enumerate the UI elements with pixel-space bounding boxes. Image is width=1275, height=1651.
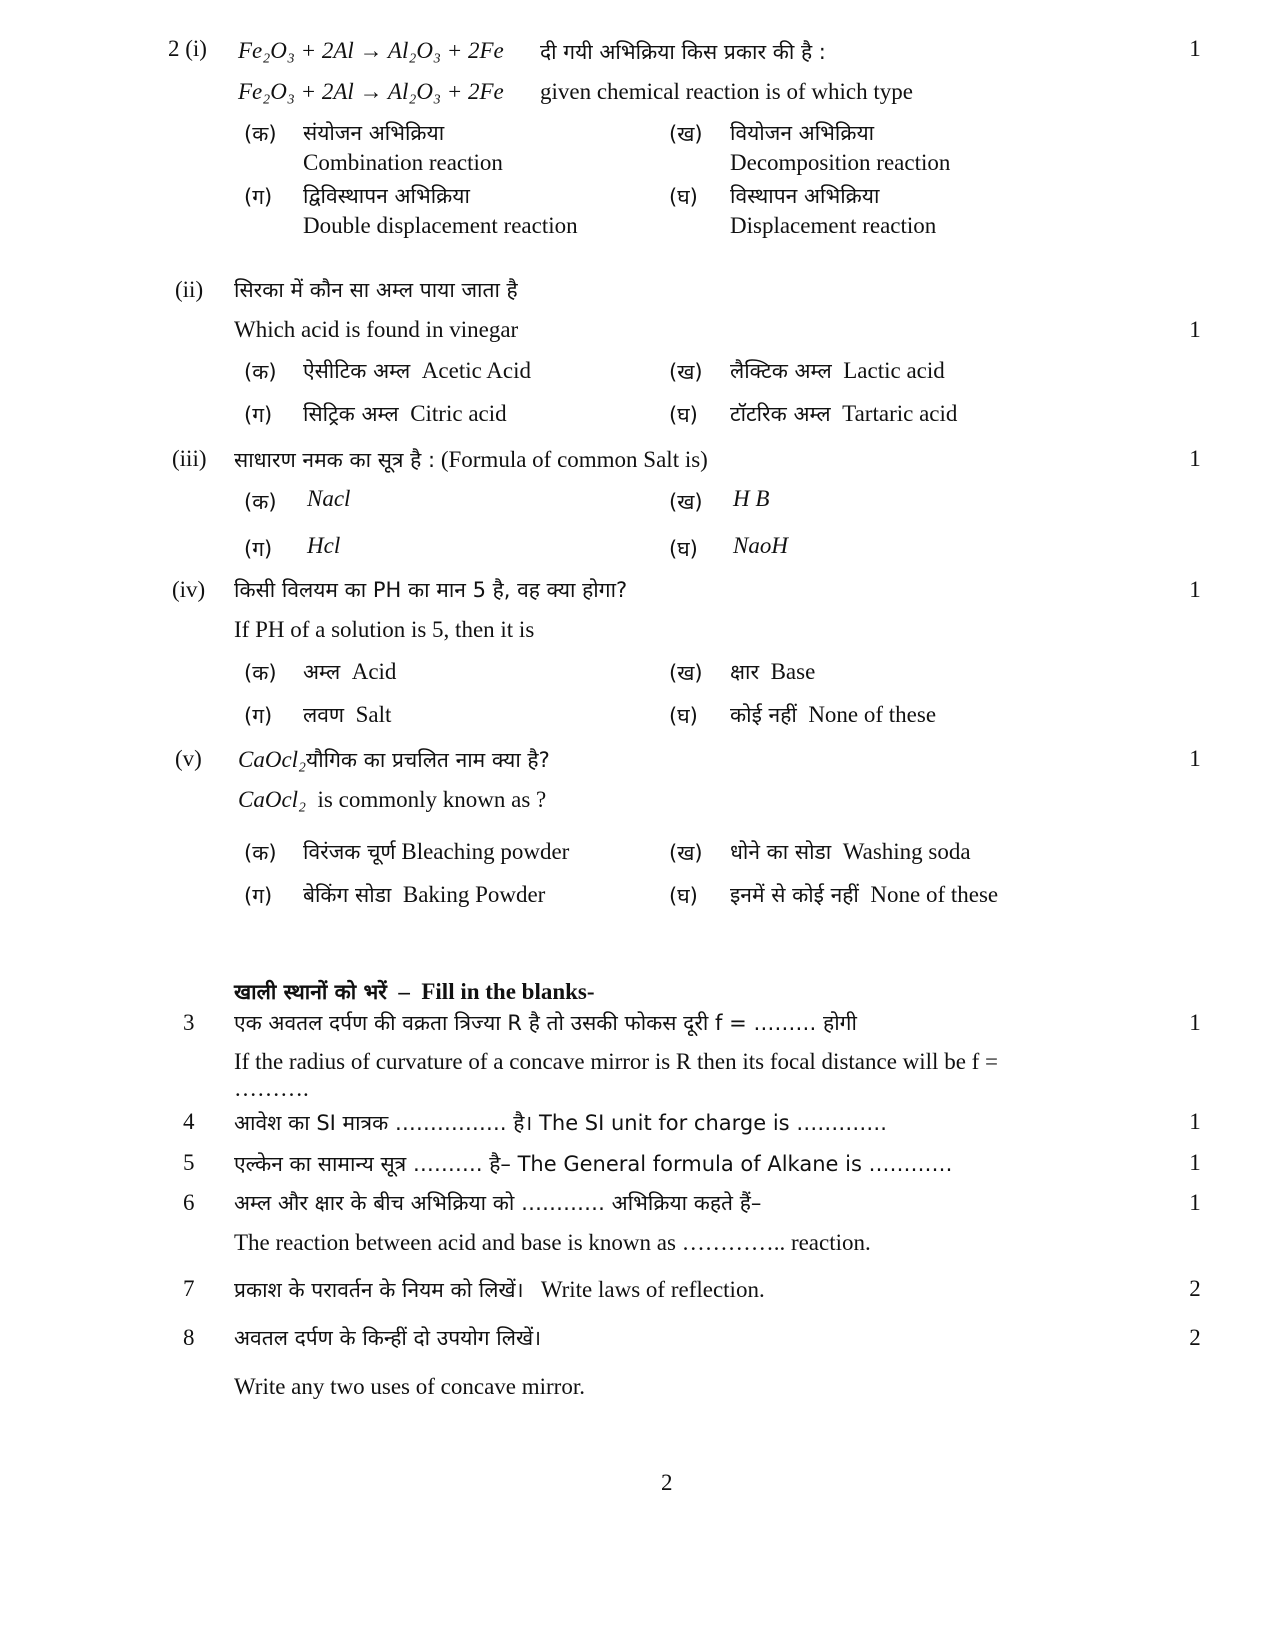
- option-hi: विरंजक चूर्ण: [303, 840, 396, 864]
- question-number: (ii): [175, 277, 204, 302]
- question-text-hi: किसी विलयम का PH का मान 5 है, वह क्या होगा?: [234, 578, 628, 602]
- question-text-hi: अम्ल और क्षार के बीच अभिक्रिया को ………… अभिक्रिया कहते हैं–: [234, 1191, 762, 1215]
- question-number: 7: [183, 1276, 195, 1301]
- option-en: Lactic acid: [843, 358, 945, 383]
- option-en: NaoH: [733, 533, 788, 558]
- marks: 1: [1189, 746, 1201, 771]
- question-text: एल्केन का सामान्य सूत्र ………. है– The General formula of Alkane is …………: [234, 1152, 953, 1176]
- option-hi: लैक्टिक अम्ल: [730, 359, 832, 383]
- option-hi: संयोजन अभिक्रिया: [303, 121, 445, 145]
- chemical-formula: CaOcl₂: [238, 787, 307, 812]
- equation-lhs: Fe₂O₃ + 2Al: [238, 38, 354, 63]
- option: [303, 658, 396, 686]
- question-number: 3: [183, 1010, 195, 1035]
- marks: 2: [1189, 1276, 1201, 1301]
- option: [303, 838, 569, 866]
- option-hi: द्विविस्थापन अभिक्रिया: [303, 184, 470, 208]
- option: [303, 400, 507, 428]
- option-key: (ख): [669, 122, 703, 146]
- option-key: (ख): [669, 360, 703, 384]
- option-key: (क): [244, 360, 277, 384]
- question-text: आवेश का SI मात्रक ……………. है। The SI unit for charge is ………….: [234, 1111, 887, 1135]
- arrow-icon: →: [359, 79, 383, 104]
- page-number: 2: [661, 1470, 673, 1495]
- option: [730, 658, 815, 686]
- marks: 1: [1189, 36, 1201, 61]
- option-en: Citric acid: [410, 401, 507, 426]
- option-hi: सिट्रिक अम्ल: [303, 402, 399, 426]
- option-en: Washing soda: [842, 839, 971, 864]
- question-text-hi: प्रकाश के परावर्तन के नियम को लिखें।: [234, 1278, 524, 1302]
- marks: 1: [1189, 1150, 1201, 1175]
- marks: 1: [1189, 1190, 1201, 1215]
- option-en: Salt: [355, 702, 392, 727]
- option-hi: विस्थापन अभिक्रिया: [730, 184, 880, 208]
- option-en: Hcl: [307, 533, 341, 558]
- option-en: Acetic Acid: [421, 358, 532, 383]
- equation-lhs: Fe₂O₃ + 2Al: [238, 79, 354, 104]
- option-key: (घ): [669, 884, 698, 908]
- option-key: (क): [244, 490, 277, 514]
- marks: 2: [1189, 1325, 1201, 1350]
- question-text-en: is commonly known as ?: [317, 787, 547, 812]
- question-number: (iv): [172, 577, 206, 602]
- question-text-en: Which acid is found in vinegar: [234, 317, 519, 342]
- question-number: 8: [183, 1325, 195, 1350]
- question-text-en: (Formula of common Salt is): [440, 447, 708, 472]
- option: [730, 881, 998, 909]
- option-en: Baking Powder: [402, 882, 546, 907]
- option-hi: इनमें से कोई नहीं: [730, 883, 859, 907]
- question-text: [234, 446, 708, 474]
- question-number: 6: [183, 1190, 195, 1215]
- option-en: Tartaric acid: [842, 401, 958, 426]
- option-key: (ग): [244, 537, 273, 561]
- marks: 1: [1189, 577, 1201, 602]
- option-hi: ऐसीटिक अम्ल: [303, 359, 411, 383]
- equation-rhs: Al₂O₃ + 2Fe: [387, 79, 504, 104]
- option-hi: धोने का सोडा: [730, 840, 832, 864]
- question-number: (iii): [172, 446, 207, 471]
- option-en: None of these: [870, 882, 999, 907]
- question-text-en: Write any two uses of concave mirror.: [234, 1374, 585, 1399]
- option-en: Decomposition reaction: [730, 150, 951, 175]
- question-text-en: If the radius of curvature of a concave mirror is R then its focal distance will be f =: [234, 1049, 999, 1074]
- option-en: None of these: [808, 702, 937, 727]
- marks: 1: [1189, 1109, 1201, 1134]
- question-text-hi: एक अवतल दर्पण की वक्रता त्रिज्या R है तो उसकी फोकस दूरी f = ……… होगी: [234, 1011, 857, 1035]
- option: [303, 881, 545, 909]
- question-text-en: If PH of a solution is 5, then it is: [234, 617, 535, 642]
- option-key: (घ): [669, 704, 698, 728]
- option-en: Nacl: [307, 486, 351, 511]
- option-hi: बेकिंग सोडा: [303, 883, 392, 907]
- question-text: [234, 1276, 765, 1304]
- option-en: Acid: [351, 659, 397, 684]
- option-hi: अम्ल: [303, 660, 341, 684]
- option: [730, 838, 971, 866]
- option: [730, 400, 957, 428]
- option-key: (ग): [244, 403, 273, 427]
- option-key: (ख): [669, 661, 703, 685]
- question-number: 4: [183, 1109, 195, 1134]
- marks: 1: [1189, 446, 1201, 471]
- option-hi: टॉटरिक अम्ल: [730, 402, 831, 426]
- option-hi: लवण: [303, 703, 345, 727]
- marks: 1: [1189, 1010, 1201, 1035]
- option-key: (ख): [669, 490, 703, 514]
- question-text-en: given chemical reaction is of which type: [540, 79, 913, 104]
- option: [303, 701, 391, 729]
- option-en: Double displacement reaction: [303, 213, 578, 238]
- question-text-en: Write laws of reflection.: [540, 1277, 765, 1302]
- option-key: (घ): [669, 403, 698, 427]
- option-en: Displacement reaction: [730, 213, 937, 238]
- option: [730, 357, 945, 385]
- equation-rhs: Al₂O₃ + 2Fe: [387, 38, 504, 63]
- option-en: Combination reaction: [303, 150, 503, 175]
- option-key: (ख): [669, 841, 703, 865]
- section-heading-en: Fill in the blanks-: [421, 979, 595, 1004]
- option-key: (घ): [669, 185, 698, 209]
- option-hi: वियोजन अभिक्रिया: [730, 121, 875, 145]
- option-key: (क): [244, 661, 277, 685]
- marks: 1: [1189, 317, 1201, 342]
- chemical-formula: CaOcl₂: [238, 747, 307, 772]
- blank-continuation: ……….: [234, 1076, 309, 1101]
- question-number-2: 2 (i): [168, 36, 207, 61]
- question-number: (v): [175, 746, 202, 771]
- section-heading: [234, 978, 595, 1006]
- question-text: [238, 746, 550, 774]
- option-hi: कोई नहीं: [730, 703, 797, 727]
- section-heading-hi: खाली स्थानों को भरें: [234, 980, 387, 1004]
- question-number: 5: [183, 1150, 195, 1175]
- option-key: (क): [244, 841, 277, 865]
- option-key: (ग): [244, 704, 273, 728]
- question-text-hi: यौगिक का प्रचलित नाम क्या है?: [306, 748, 550, 772]
- option-hi: क्षार: [730, 660, 760, 684]
- option-key: (ग): [244, 185, 273, 209]
- question-text-hi: दी गयी अभिक्रिया किस प्रकार की है :: [540, 40, 826, 64]
- question-text-en: The reaction between acid and base is known as ………….. reaction.: [234, 1230, 871, 1255]
- option-en: Base: [770, 659, 816, 684]
- question-text: [238, 787, 546, 813]
- option-key: (क): [244, 122, 277, 146]
- question-text-hi: साधारण नमक का सूत्र है :: [234, 448, 436, 472]
- chemical-equation: [238, 79, 504, 105]
- question-text-hi: सिरका में कौन सा अम्ल पाया जाता है: [234, 278, 518, 302]
- section-heading-dash: –: [398, 979, 410, 1004]
- question-text-hi: अवतल दर्पण के किन्हीं दो उपयोग लिखें।: [234, 1326, 542, 1350]
- option-key: (ग): [244, 884, 273, 908]
- option-en: Bleaching powder: [401, 839, 570, 864]
- chemical-equation: [238, 38, 504, 64]
- option-key: (घ): [669, 537, 698, 561]
- arrow-icon: →: [359, 38, 383, 63]
- option: [303, 357, 531, 385]
- option-en: H B: [733, 486, 770, 511]
- option: [730, 701, 936, 729]
